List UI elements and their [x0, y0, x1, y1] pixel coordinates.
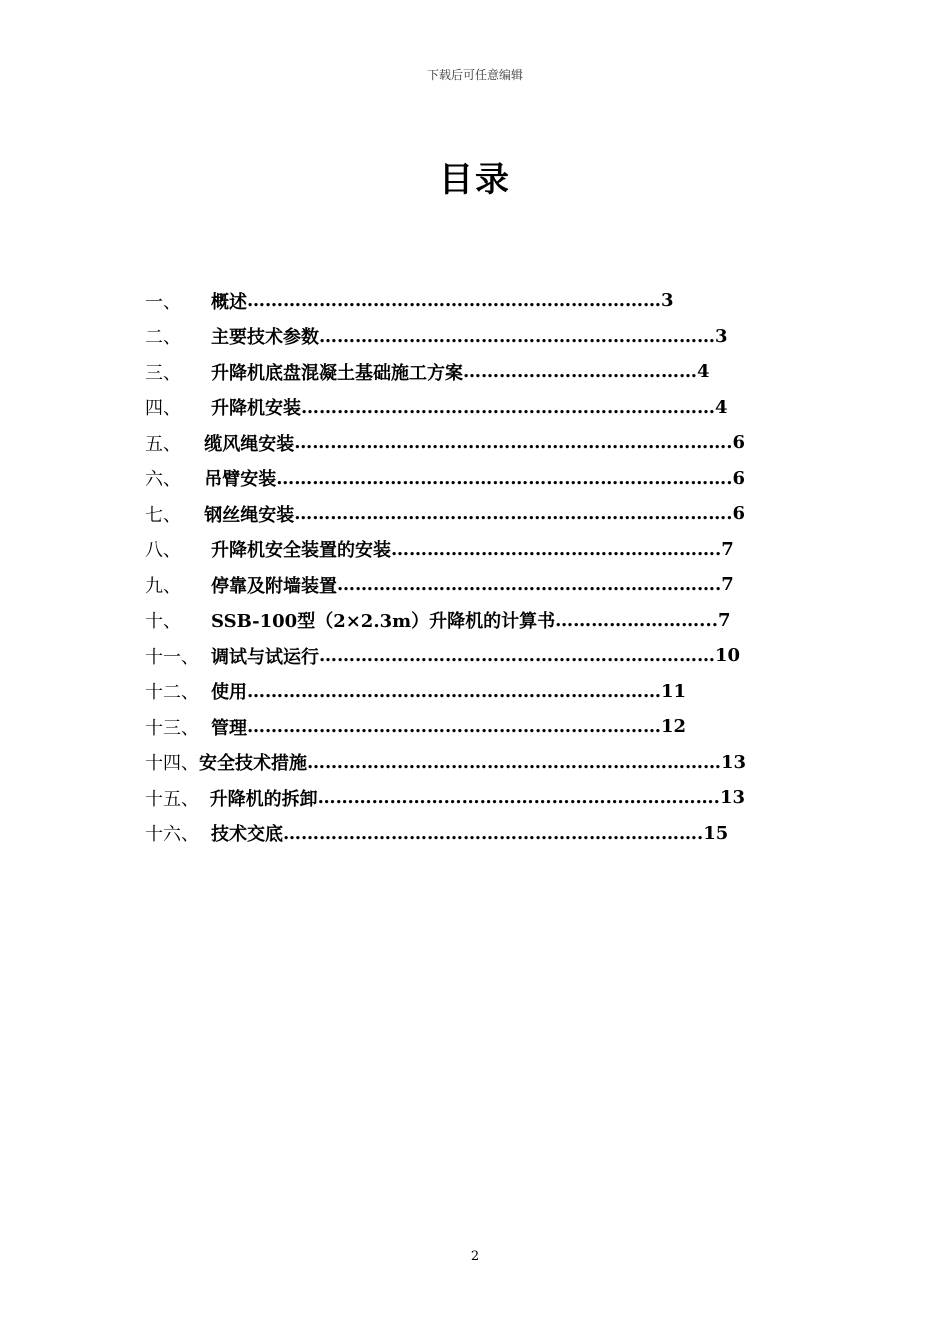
toc-item-title: 升降机安装 [211, 398, 301, 420]
toc-item-title: 升降机的拆卸 [209, 788, 318, 810]
toc-item-number: 五、 [145, 433, 181, 455]
toc-item-leader-page: ……………………………………………………………….6 [294, 503, 745, 525]
toc-item-title: SSB-100型（2×2.3m）升降机的计算书 [211, 611, 556, 633]
table-of-contents [145, 283, 745, 851]
toc-item[interactable] [145, 461, 745, 497]
toc-item-title: 概述 [211, 291, 247, 313]
toc-item[interactable] [145, 532, 745, 568]
toc-item-number: 三、 [145, 362, 181, 384]
toc-item-title: 调试与试运行 [211, 646, 319, 668]
toc-item-number: 十、 [145, 611, 181, 633]
toc-item-number: 十二、 [145, 682, 199, 704]
toc-item-leader-page: ……………………………………………………………3 [247, 290, 674, 312]
page-header: 下载后可任意编辑 [426, 68, 523, 82]
toc-item[interactable] [145, 674, 745, 710]
toc-item[interactable] [145, 567, 745, 603]
toc-item[interactable] [145, 390, 745, 426]
toc-item-leader-page: ……………………………………………………………….6 [294, 432, 745, 454]
toc-item-number: 八、 [145, 540, 181, 562]
toc-item-number: 十四、 [145, 753, 199, 775]
toc-item[interactable] [145, 319, 745, 355]
toc-item-leader-page: ……………………………………………………………13 [307, 751, 747, 773]
toc-item-title: 安全技术措施 [199, 753, 307, 775]
toc-item-number: 六、 [145, 469, 181, 491]
toc-item[interactable] [145, 283, 745, 319]
toc-item-number: 十六、 [145, 824, 199, 846]
toc-item-number: 十一、 [145, 646, 199, 668]
toc-item-title: 吊臂安装 [204, 469, 277, 491]
toc-item-title: 钢丝绳安装 [204, 504, 295, 526]
toc-item[interactable] [145, 816, 745, 852]
toc-item-title: 升降机安全装置的安装 [211, 540, 391, 562]
toc-item-title: 缆风绳安装 [204, 433, 295, 455]
toc-item-leader-page: ………………………………………………………….13 [317, 787, 745, 809]
toc-item[interactable] [145, 425, 745, 461]
toc-item-number: 十三、 [145, 717, 199, 739]
toc-item-title: 主要技术参数 [211, 327, 319, 349]
toc-item[interactable] [145, 745, 745, 781]
toc-item-title: 使用 [211, 682, 247, 704]
toc-item-leader-page: …………………………………………………………3 [319, 325, 728, 347]
toc-item-number: 二、 [145, 327, 181, 349]
toc-item-number: 四、 [145, 398, 181, 420]
toc-item[interactable] [145, 780, 745, 816]
toc-item[interactable] [145, 709, 745, 745]
toc-item-title: 升降机底盘混凝土基础施工方案 [211, 362, 463, 384]
toc-item-leader-page: ……………………...7 [555, 609, 731, 631]
page-number: 2 [470, 1249, 480, 1264]
toc-item-leader-page: ……………………………………………………………11 [247, 680, 687, 702]
toc-item-number: 一、 [145, 291, 181, 313]
toc-item-title: 技术交底 [211, 824, 283, 846]
toc-item-leader-page: ……………………………………………….7 [391, 538, 734, 560]
toc-item-leader-page: ……………………………………………………….7 [337, 574, 734, 596]
toc-item[interactable] [145, 603, 745, 639]
toc-item[interactable] [145, 354, 745, 390]
toc-item-number: 七、 [145, 504, 181, 526]
toc-item-title: 停靠及附墙装置 [211, 575, 337, 597]
toc-item-number: 九、 [145, 575, 181, 597]
toc-item-leader-page: ……………………………………………………………4 [301, 396, 728, 418]
toc-item-title: 管理 [211, 717, 247, 739]
page-title: 目录 [439, 160, 511, 200]
toc-item-number: 十五、 [145, 788, 199, 810]
toc-item-leader-page: …………………………………………………………10 [319, 645, 741, 667]
toc-item-leader-page: …………………………………4 [463, 361, 710, 383]
toc-item-leader-page: ……………………………………………………………12 [247, 716, 687, 738]
toc-item-leader-page: …………………………………………………………….15 [283, 822, 729, 844]
toc-item[interactable] [145, 638, 745, 674]
toc-item[interactable] [145, 496, 745, 532]
toc-item-leader-page: ………………………………………………………………….6 [276, 467, 745, 489]
